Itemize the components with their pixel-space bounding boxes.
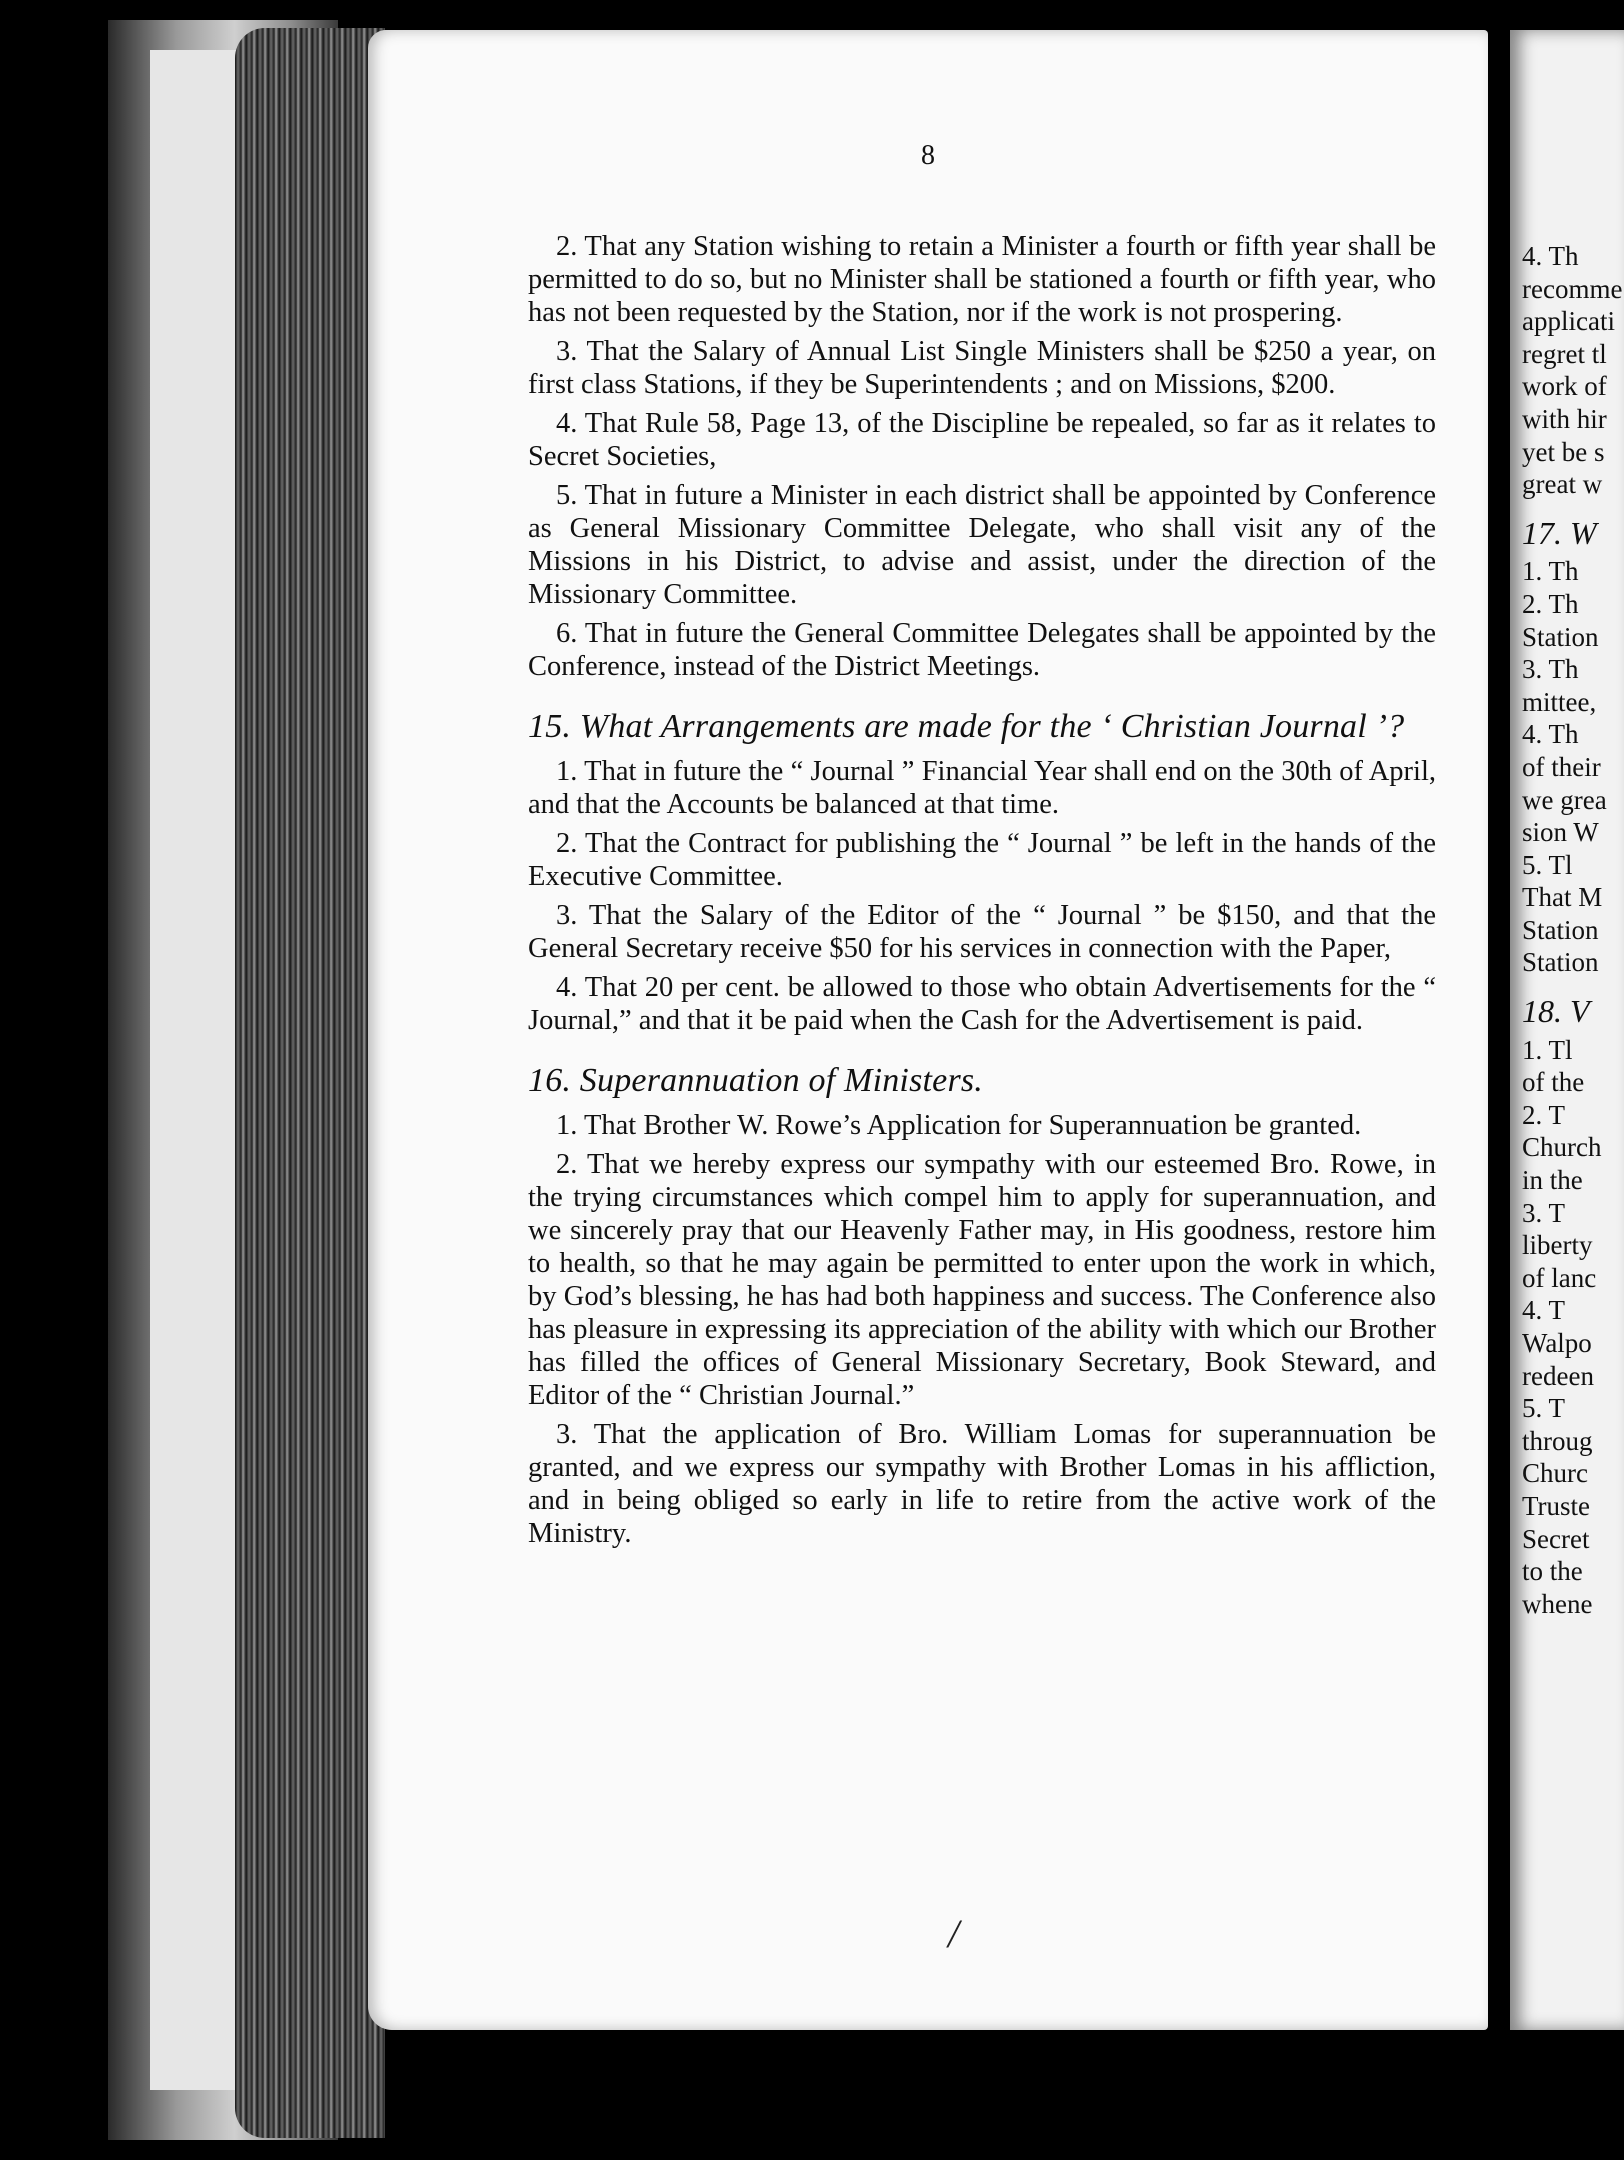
- fragment-line: 1. Th: [1522, 556, 1579, 587]
- paragraph: 4. That 20 per cent. be allowed to those who obtain Advertisements for the “ Journal,” and that it be paid when the Cash for the Advertisement is paid.: [528, 972, 1436, 1036]
- fragment-line: 2. Th: [1522, 588, 1579, 619]
- fragment-heading: 17. W: [1522, 514, 1597, 551]
- fragment-line: sion W: [1522, 817, 1599, 848]
- paragraph: 2. That the Contract for publishing the “ Journal ” be left in the hands of the Executive Committee.: [528, 828, 1436, 892]
- paragraph: 5. That in future a Minister in each district shall be appointed by Conference as General Missionary Committee Delegate, who shall visit any of the Missions in his District, to advise and assist, under the direction of the Missionary Committee.: [528, 480, 1436, 610]
- fragment-line: Truste: [1522, 1490, 1591, 1521]
- fragment-line: Station: [1522, 947, 1599, 978]
- paragraph: 2. That any Station wishing to retain a Minister a fourth or fifth year shall be permitted to do so, but no Minister shall be stationed a fourth or fifth year, who has not been requested by the Station, nor if the work is not prospering.: [528, 231, 1436, 328]
- fragment-line: with hir: [1522, 403, 1607, 434]
- fragment-line: great w: [1522, 469, 1603, 500]
- page-body: [528, 230, 1436, 1556]
- fragment-line: redeen: [1522, 1360, 1594, 1391]
- left-page: [368, 30, 1488, 2030]
- fragment-line: 4. Th: [1522, 241, 1579, 271]
- paragraph: 1. That Brother W. Rowe’s Application for Superannuation be granted.: [556, 1110, 1362, 1141]
- fragment-line: throug: [1522, 1425, 1593, 1456]
- fragment-line: whene: [1522, 1588, 1593, 1619]
- fragment-line: applicati: [1522, 306, 1615, 337]
- pencil-mark: /: [948, 1911, 960, 1956]
- fragment-line: Station: [1522, 914, 1599, 945]
- fragment-line: we grea: [1522, 784, 1607, 815]
- section-heading: 15. What Arrangements are made for the ‘ Christian Journal ’?: [528, 708, 1405, 745]
- fragment-line: 3. Th: [1522, 654, 1579, 685]
- fragment-line: of the: [1522, 1067, 1585, 1098]
- fragment-line: of lanc: [1522, 1262, 1597, 1293]
- fragment-line: of their: [1522, 751, 1601, 782]
- paragraph: 6. That in future the General Committee Delegates shall be appointed by the Conference, instead of the District Meetings.: [528, 618, 1436, 682]
- fragment-line: work of: [1522, 371, 1607, 402]
- fragment-line: in the: [1522, 1165, 1583, 1196]
- fragment-heading: 18. V: [1522, 993, 1590, 1030]
- right-page: [1510, 30, 1624, 2030]
- fragment-line: 2. T: [1522, 1099, 1566, 1130]
- paragraph: 3. That the Salary of the Editor of the “ Journal ” be $150, and that the General Secretary receive $50 for his services in connection with the Paper,: [528, 900, 1436, 964]
- fragment-line: yet be s: [1522, 436, 1605, 467]
- fragment-line: liberty: [1522, 1230, 1593, 1261]
- fragment-line: Secret: [1522, 1523, 1590, 1554]
- fragment-line: 4. T: [1522, 1295, 1566, 1326]
- fragment-line: Church: [1522, 1132, 1602, 1163]
- fragment-line: mittee,: [1522, 686, 1597, 717]
- page-number: 8: [921, 140, 935, 171]
- fragment-line: to the: [1522, 1556, 1583, 1587]
- paragraph: 4. That Rule 58, Page 13, of the Discipline be repealed, so far as it relates to Secret Societies,: [528, 408, 1436, 472]
- fragment-line: Walpo: [1522, 1328, 1592, 1358]
- fragment-line: 5. T: [1522, 1393, 1566, 1424]
- section-heading: 16. Superannuation of Ministers.: [528, 1062, 984, 1099]
- paragraph: 3. That the Salary of Annual List Single Ministers shall be $250 a year, on first class Stations, if they be Superintendents ; and on Missions, $200.: [528, 336, 1436, 400]
- paragraph: 2. That we hereby express our sympathy with our esteemed Bro. Rowe, in the trying circumstances which compel him to apply for superannuation, and we sincerely pray that our Heavenly Father may, in His goodness, restore him to health, so that he may again be permitted to enter upon the work in which, by God’s blessing, he has had both happiness and success. The Conference also has pleasure in expressing its appreciation of the ability with which our Brother has filled the offices of General Missionary Secretary, Book Steward, and Editor of the “ Christian Journal.”: [528, 1149, 1436, 1411]
- fragment-line: 3. T: [1522, 1197, 1566, 1228]
- fragment-line: Station: [1522, 621, 1599, 652]
- right-page-fragment: [1522, 240, 1624, 1620]
- fragment-line: That M: [1522, 882, 1603, 913]
- fragment-line: Churc: [1522, 1458, 1588, 1489]
- fragment-line: 1. Tl: [1522, 1034, 1573, 1065]
- paragraph: 1. That in future the “ Journal ” Financial Year shall end on the 30th of April, and that the Accounts be balanced at that time.: [528, 756, 1436, 820]
- paragraph: 3. That the application of Bro. William Lomas for superannuation be granted, and we express our sympathy with Brother Lomas in his affliction, and in being obliged so early in life to retire from the active work of the Ministry.: [528, 1419, 1436, 1549]
- page-edges: [235, 28, 385, 2138]
- fragment-line: recomme: [1522, 273, 1623, 304]
- fragment-line: regret tl: [1522, 338, 1607, 369]
- fragment-line: 5. Tl: [1522, 849, 1573, 880]
- fragment-line: 4. Th: [1522, 719, 1579, 750]
